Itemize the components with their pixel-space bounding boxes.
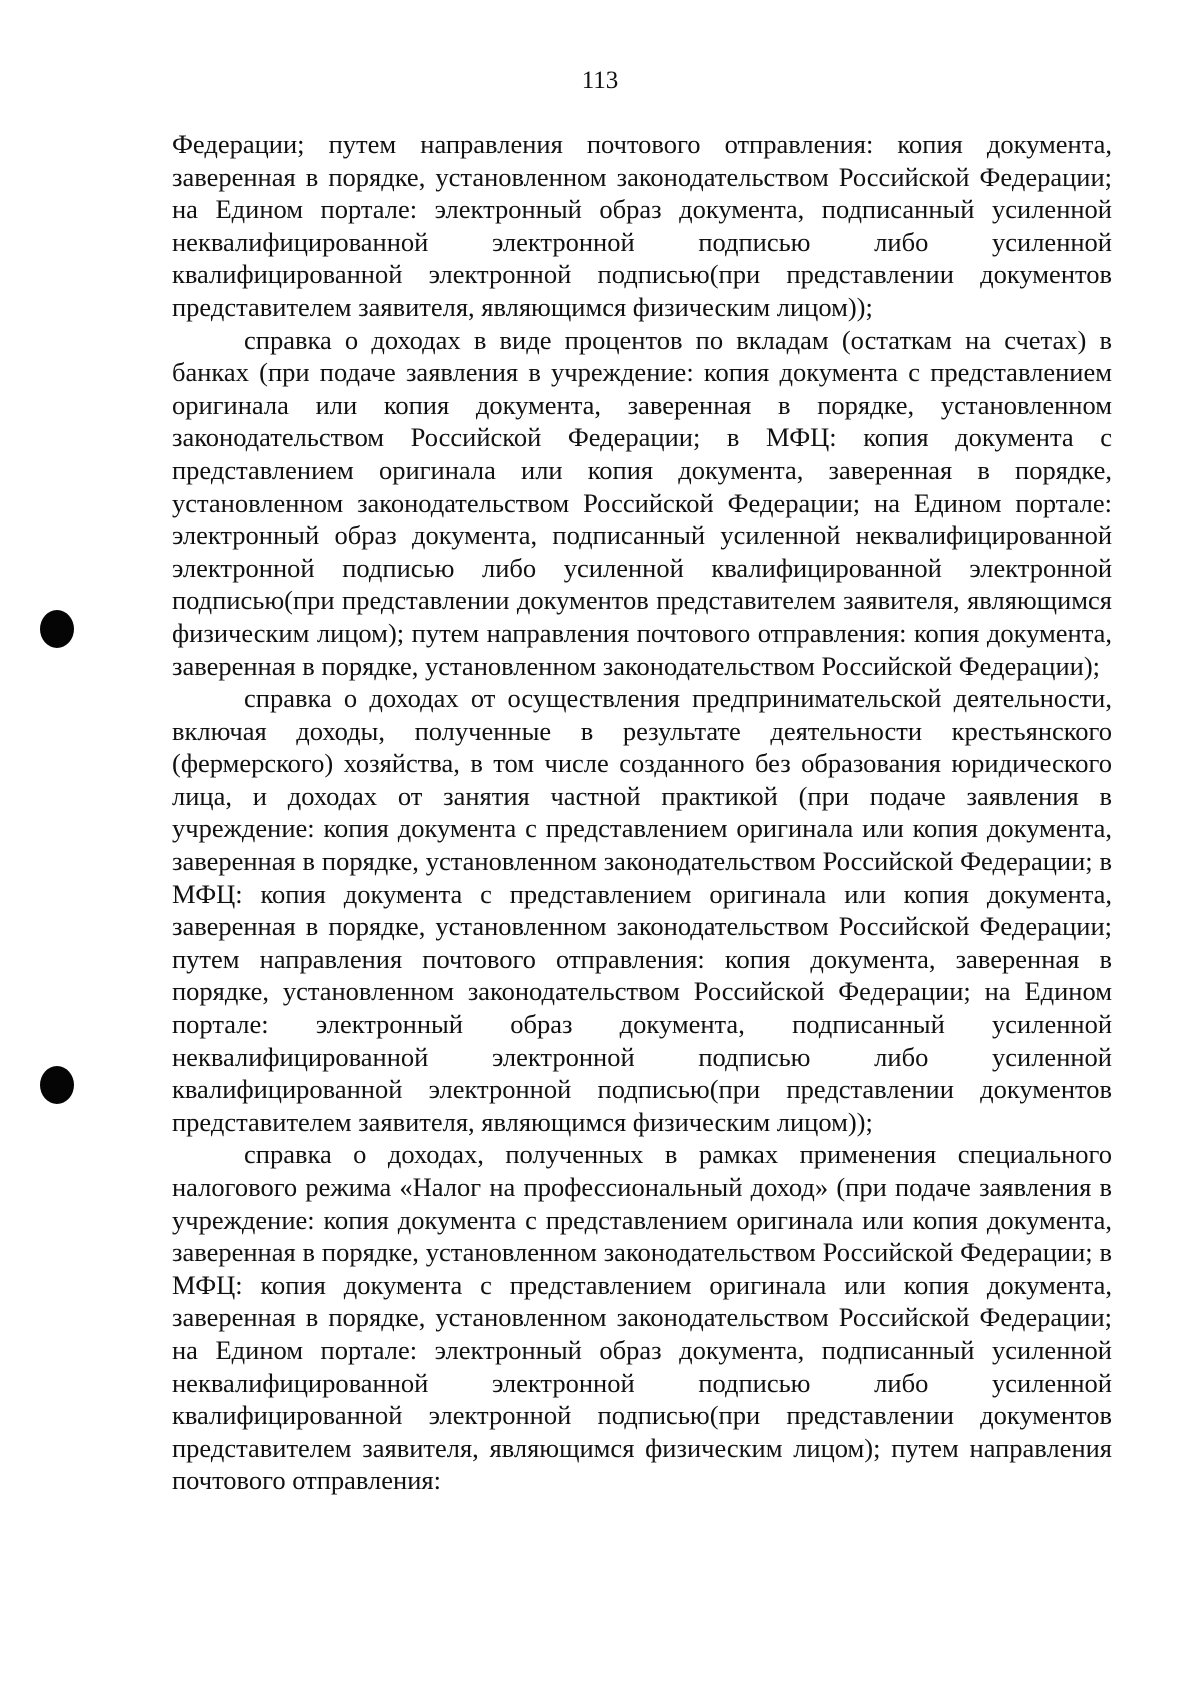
paragraph-continuation: Федерации; путем направления почтового отправления: копия документа, заверенная в порядке, установленном законодательством Российской Федерации; на Едином портале: электронный образ документа, подписанный усиленной неквалифицированной электронной подписью либо усиленной квалифицированной электронной подписью(при представлении документов представителем заявителя, являющимся физическим лицом)); <box>172 129 1112 322</box>
paragraph-deposit-interest-certificate: справка о доходах в виде процентов по вкладам (остаткам на счетах) в банках (при подаче заявления в учреждение: копия документа с представлением оригинала или копия документа, заверенная в порядке, установленном законодательством Российской Федерации; в МФЦ: копия документа с представлением оригинала или копия документа, заверенная в порядке, установленном законодательством Российской Федерации; на Едином портале: электронный образ документа, подписанный усиленной неквалифицированной электронной подписью либо усиленной квалифицированной электронной подписью(при представлении документов представителем заявителя, являющимся физическим лицом); путем направления почтового отправления: копия документа, заверенная в порядке, установленном законодательством Российской Федерации); <box>172 324 1112 681</box>
punch-hole-mark <box>40 1066 74 1104</box>
document-body <box>172 128 1112 1497</box>
paragraph-professional-income-tax-certificate: справка о доходах, полученных в рамках применения специального налогового режима «Налог на профессиональный доход» (при подаче заявления в учреждение: копия документа с представлением оригинала или копия документа, заверенная в порядке, установленном законодательством Российской Федерации; в МФЦ: копия документа с представлением оригинала или копия документа, заверенная в порядке, установленном законодательством Российской Федерации; на Едином портале: электронный образ документа, подписанный усиленной неквалифицированной электронной подписью либо усиленной квалифицированной электронной подписью(при представлении документов представителем заявителя, являющимся физическим лицом); путем направления почтового отправления: <box>172 1139 1112 1496</box>
paragraph-business-income-certificate: справка о доходах от осуществления предпринимательской деятельности, включая доходы, полученные в результате деятельности крестьянского (фермерского) хозяйства, в том числе созданного без образования юридического лица, и доходах от занятия частной практикой (при подаче заявления в учреждение: копия документа с представлением оригинала или копия документа, заверенная в порядке, установленном законодательством Российской Федерации; в МФЦ: копия документа с представлением оригинала или копия документа, заверенная в порядке, установленном законодательством Российской Федерации; путем направления почтового отправления: копия документа, заверенная в порядке, установленном законодательством Российской Федерации; на Едином портале: электронный образ документа, подписанный усиленной неквалифицированной электронной подписью либо усиленной квалифицированной электронной подписью(при представлении документов представителем заявителя, являющимся физическим лицом)); <box>172 683 1112 1137</box>
punch-hole-mark <box>40 610 74 648</box>
page-number: 113 <box>581 67 619 94</box>
